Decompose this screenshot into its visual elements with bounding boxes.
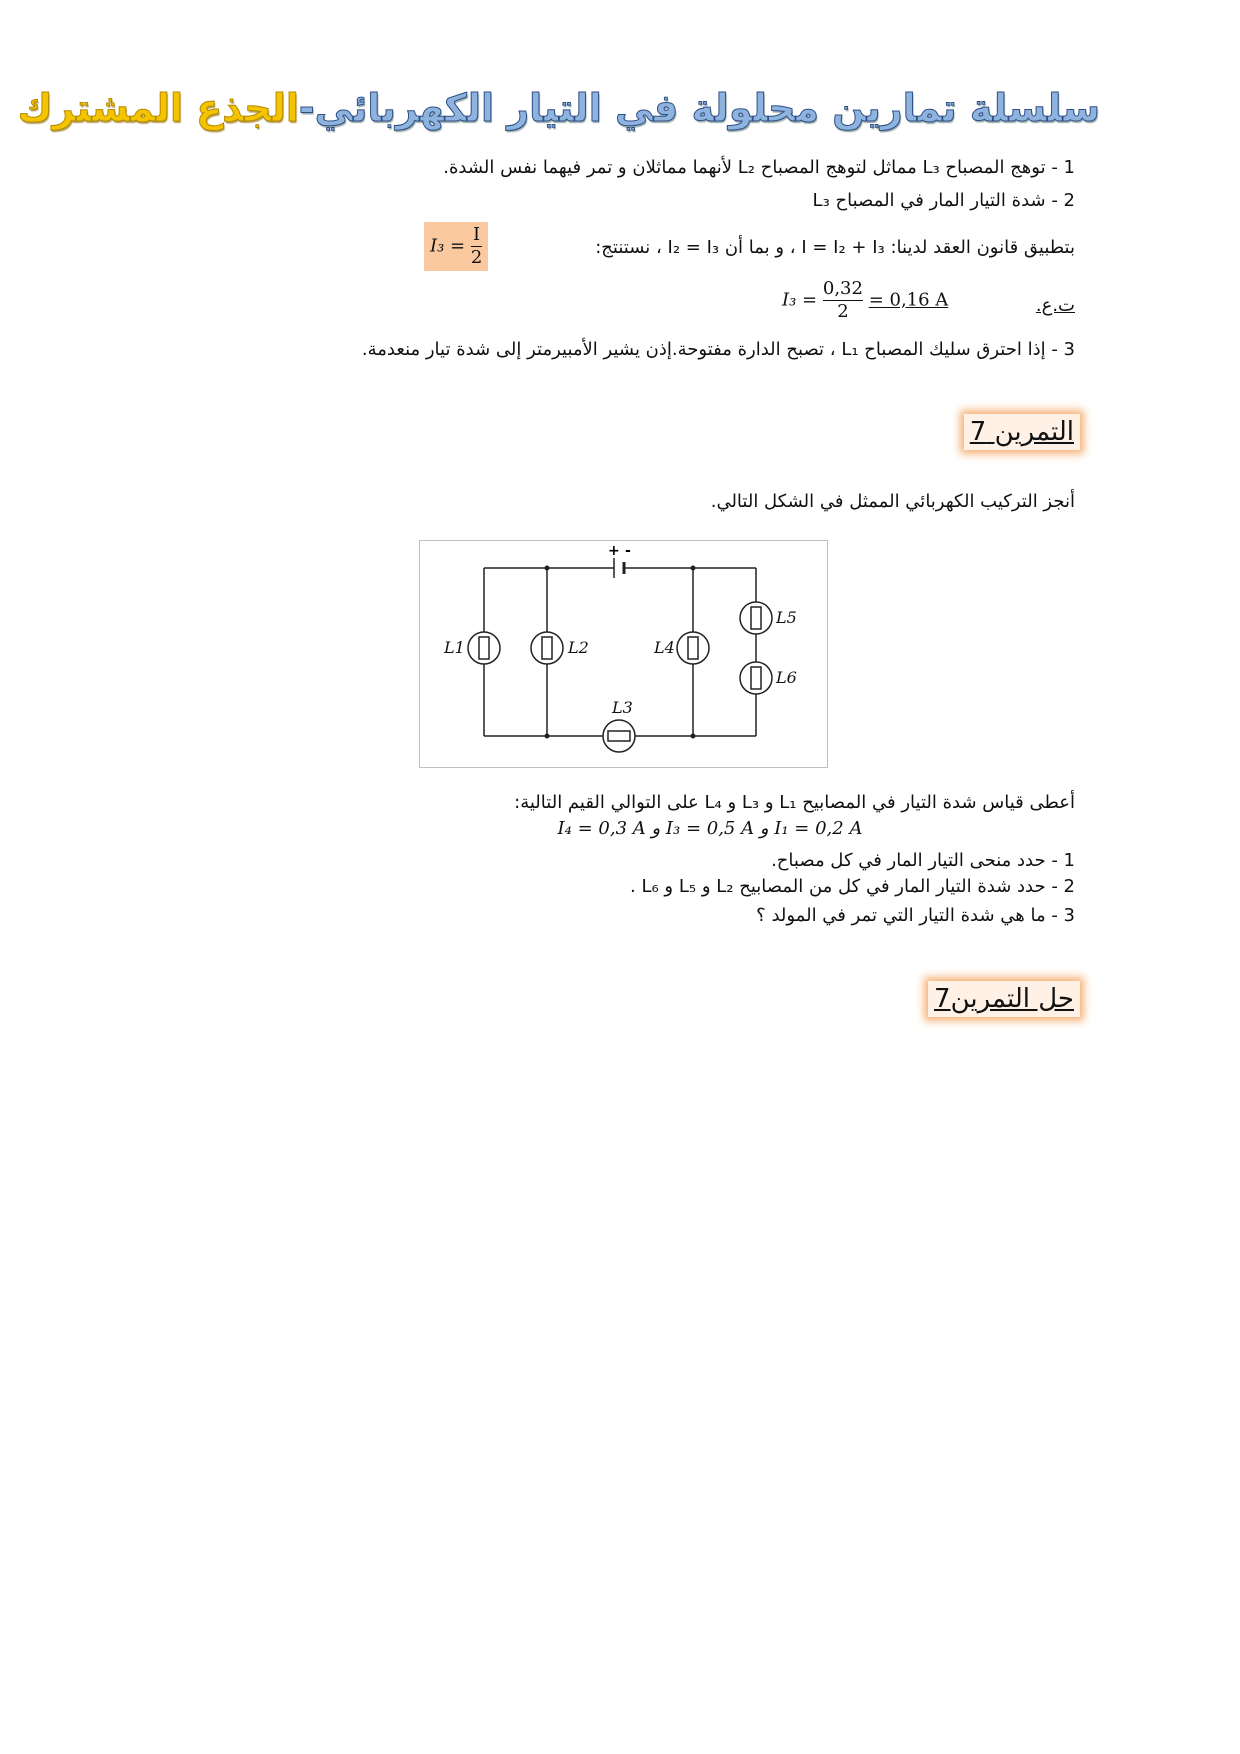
exercise7-q3: 3 - ما هي شدة التيار التي تمر في المولد ؟	[756, 905, 1075, 926]
label-l3: L3	[612, 698, 633, 717]
exercise7-intro: أنجز التركيب الكهربائي الممثل في الشكل التالي.	[710, 491, 1075, 512]
exercise7-heading: التمرين 7	[964, 414, 1080, 450]
battery-minus: -	[625, 543, 631, 559]
exercise7-values: I₄ = 0,3 A و I₃ = 0,5 A و I₁ = 0,2 A	[557, 818, 863, 839]
boxed-lhs: I₃ =	[430, 235, 466, 257]
circuit-diagram	[419, 540, 828, 768]
app-result: = 0,16 A	[868, 289, 949, 311]
app-lhs: I₃ =	[782, 289, 818, 311]
numeric-application	[782, 278, 948, 323]
solution-q2: 2 - شدة التيار المار في المصباح L₃	[812, 190, 1075, 211]
label-l6: L6	[776, 668, 797, 687]
boxed-result	[424, 222, 488, 271]
battery-symbol	[614, 558, 624, 578]
page-title	[17, 86, 1100, 136]
circuit-svg	[420, 541, 827, 767]
exercise7-measure-text: أعطى قياس شدة التيار في المصابيح L₁ و L₃ و L₄ على التوالي القيم التالية:	[514, 792, 1075, 813]
label-l5: L5	[776, 608, 797, 627]
app-fraction	[823, 278, 863, 323]
exercise7-q2: 2 - حدد شدة التيار المار في كل من المصابيح L₂ و L₅ و L₆ .	[630, 876, 1075, 897]
boxed-denominator: 2	[470, 247, 483, 268]
boxed-fraction	[471, 224, 482, 269]
label-l2: L2	[568, 638, 589, 657]
label-l4: L4	[654, 638, 675, 657]
solution7-heading: حل التمرين7	[928, 981, 1080, 1017]
solution-q3: 3 - إذا احترق سليك المصباح L₁ ، تصبح الدارة مفتوحة.إذن يشير الأمبيرمتر إلى شدة تيار منعدمة.	[361, 339, 1075, 360]
battery-plus: +	[608, 543, 620, 559]
numeric-application-label: ت.ع.	[1035, 295, 1075, 316]
solution-q1: 1 - توهج المصباح L₃ مماثل لتوهج المصباح L₂ لأنهما مماثلان و تمر فيهما نفس الشدة.	[443, 157, 1075, 178]
title-accent: الجذع المشترك	[17, 86, 299, 130]
solution-q2-text: بتطبيق قانون العقد لدينا: I = I₂ + I₃ ، و بما أن I₂ = I₃ ، نستنتج:	[595, 237, 1075, 258]
app-numerator: 0,32	[822, 278, 863, 299]
exercise7-q1: 1 - حدد منحى التيار المار في كل مصباح.	[771, 850, 1075, 871]
app-denominator: 2	[837, 301, 849, 322]
boxed-numerator: I	[471, 224, 482, 247]
title-main: سلسلة تمارين محلولة في التيار الكهربائي-	[298, 86, 1100, 130]
label-l1: L1	[444, 638, 465, 657]
